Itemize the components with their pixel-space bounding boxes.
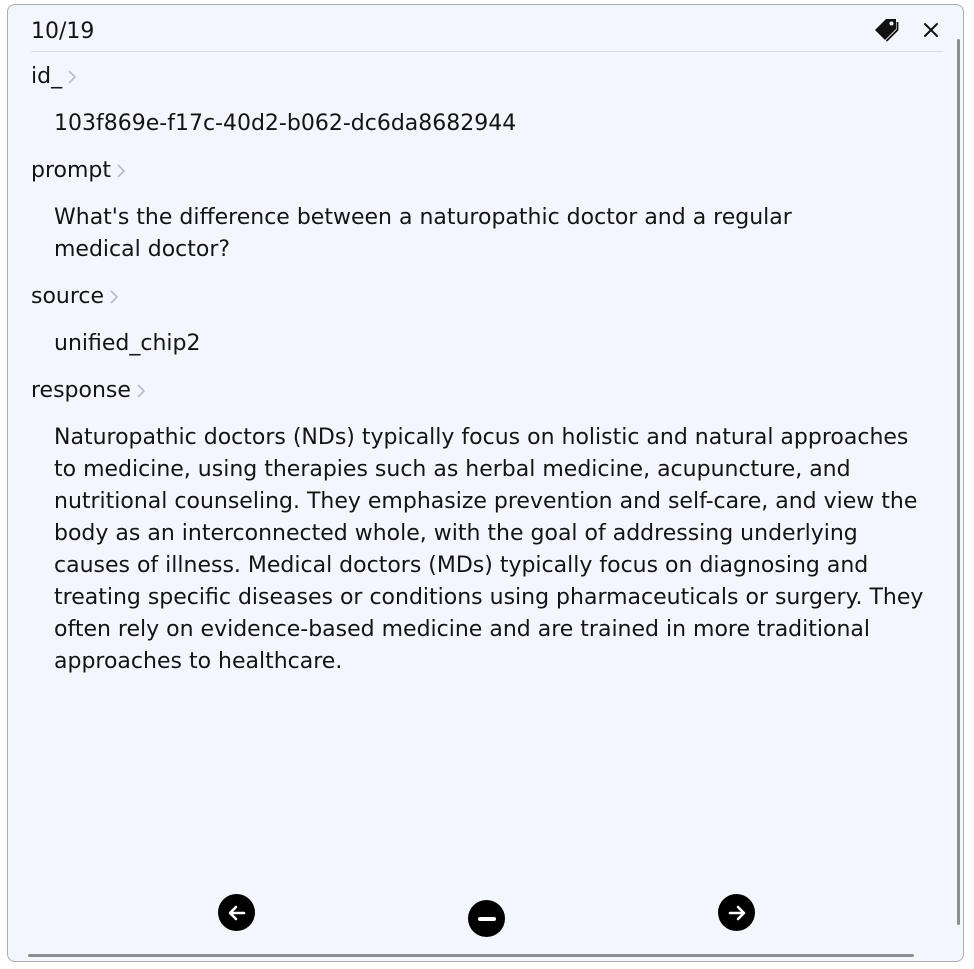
- chevron-right-icon: [115, 163, 127, 179]
- field-value-response: Naturopathic doctors (NDs) typically focus on holistic and natural approaches to medicine, using therapies such as herbal medicine, acupuncture, and nutritional counseling. They emphasize prevention and self-care, and view the body as an interconnected whole, with the goal of addressing underlying causes of illness. Medical doctors (MDs) typically focus on diagnosing and treating specific diseases or conditions using pharmaceuticals or surgery. They often rely on evidence-based medicine and are trained in more traditional approaches to healthcare.: [54, 425, 924, 674]
- chevron-right-icon: [66, 69, 78, 85]
- field-key-prompt[interactable]: [31, 155, 127, 187]
- arrow-left-icon: [226, 902, 248, 924]
- field-key-label: prompt: [31, 158, 112, 183]
- chevron-right-icon: [135, 383, 147, 399]
- field-key-source[interactable]: [31, 281, 120, 313]
- minus-icon: [476, 908, 498, 930]
- field-value-prompt: What's the difference between a naturopathic doctor and a regular medical doctor?: [54, 205, 792, 262]
- next-button[interactable]: [718, 894, 755, 931]
- record-viewer-window: [7, 4, 964, 962]
- previous-button[interactable]: [218, 894, 255, 931]
- close-icon: [923, 22, 939, 38]
- field-key-label: id_: [31, 64, 63, 89]
- vertical-scrollbar[interactable]: [957, 39, 960, 925]
- header: [31, 13, 943, 52]
- arrow-right-icon: [726, 902, 748, 924]
- horizontal-scrollbar[interactable]: [28, 954, 914, 957]
- field-key-label: source: [31, 284, 105, 309]
- remove-button[interactable]: [468, 900, 505, 937]
- field-value-source: unified_chip2: [54, 331, 201, 356]
- tag-icon: [873, 17, 899, 43]
- tag-button[interactable]: [871, 15, 901, 45]
- field-key-label: response: [31, 378, 131, 403]
- field-key-response[interactable]: [31, 375, 147, 407]
- chevron-right-icon: [108, 289, 120, 305]
- field-value-id: 103f869e-f17c-40d2-b062-dc6da8682944: [54, 111, 517, 136]
- record-counter: 10/19: [31, 19, 95, 44]
- close-button[interactable]: [917, 15, 945, 45]
- field-key-id[interactable]: [31, 61, 78, 93]
